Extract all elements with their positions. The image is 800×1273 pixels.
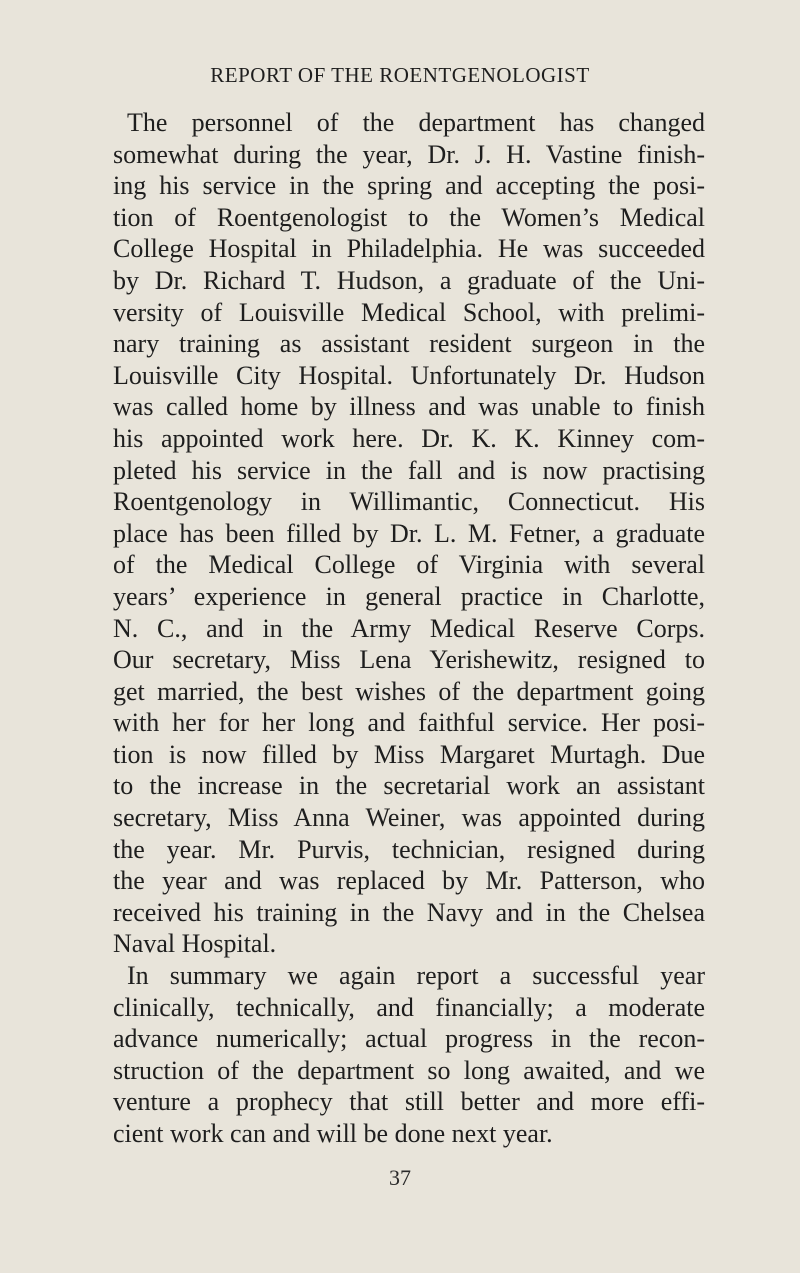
- page-number: 37: [389, 1165, 411, 1190]
- text-line: cient work can and will be done next year.: [113, 1119, 553, 1148]
- text-line: by Dr. Richard T. Hudson, a graduate of the Uni-: [113, 265, 705, 295]
- text-line: venture a prophecy that still better and more effi-: [113, 1087, 705, 1117]
- text-line: his appointed work here. Dr. K. K. Kinney com-: [113, 423, 705, 453]
- text-line: the year. Mr. Purvis, technician, resigned during: [113, 834, 705, 864]
- text-line: secretary, Miss Anna Weiner, was appointed during: [113, 803, 705, 833]
- text-line: somewhat during the year, Dr. J. H. Vastine finish-: [113, 139, 705, 169]
- text-line: ing his service in the spring and accepting the posi-: [113, 171, 705, 201]
- text-line: to the increase in the secretarial work an assistant: [113, 771, 705, 801]
- text-line: Louisville City Hospital. Unfortunately Dr. Hudson: [113, 360, 705, 390]
- text-line: received his training in the Navy and in the Chelsea: [113, 897, 705, 927]
- text-line: tion is now filled by Miss Margaret Murtagh. Due: [113, 739, 705, 769]
- text-line: years’ experience in general practice in Charlotte,: [113, 581, 705, 611]
- text-line: Our secretary, Miss Lena Yerishewitz, resigned to: [113, 645, 705, 675]
- running-head: REPORT OF THE ROENTGENOLOGIST: [210, 63, 590, 87]
- text-line: place has been filled by Dr. L. M. Fetner, a graduate: [113, 518, 705, 548]
- text-line: versity of Louisville Medical School, with prelimi-: [113, 297, 705, 327]
- text-line: The personnel of the department has changed: [127, 108, 705, 137]
- text-line: College Hospital in Philadelphia. He was succeeded: [113, 234, 705, 264]
- text-line: Roentgenology in Willimantic, Connecticut. His: [113, 487, 705, 517]
- text-line: Naval Hospital.: [113, 929, 277, 959]
- text-line: N. C., and in the Army Medical Reserve Corps.: [113, 613, 705, 643]
- body-text: [113, 107, 705, 1150]
- paragraph-summary: [113, 960, 705, 1150]
- text-line: the year and was replaced by Mr. Patterson, who: [113, 866, 705, 896]
- text-line: struction of the department so long awaited, and we: [113, 1055, 705, 1085]
- text-line: was called home by illness and was unable to finish: [113, 392, 705, 422]
- text-line: with her for her long and faithful service. Her posi-: [113, 708, 705, 738]
- text-line: advance numerically; actual progress in the recon-: [113, 1024, 705, 1054]
- text-line: of the Medical College of Virginia with several: [113, 550, 705, 580]
- text-line: get married, the best wishes of the department going: [113, 676, 705, 706]
- paragraph-personnel: [113, 107, 705, 960]
- text-line: nary training as assistant resident surgeon in the: [113, 329, 705, 359]
- text-line: In summary we again report a successful year: [127, 961, 705, 991]
- text-line: tion of Roentgenologist to the Women’s Medical: [113, 202, 705, 232]
- text-line: clinically, technically, and financially; a moderate: [113, 992, 705, 1022]
- text-line: pleted his service in the fall and is now practising: [113, 455, 705, 485]
